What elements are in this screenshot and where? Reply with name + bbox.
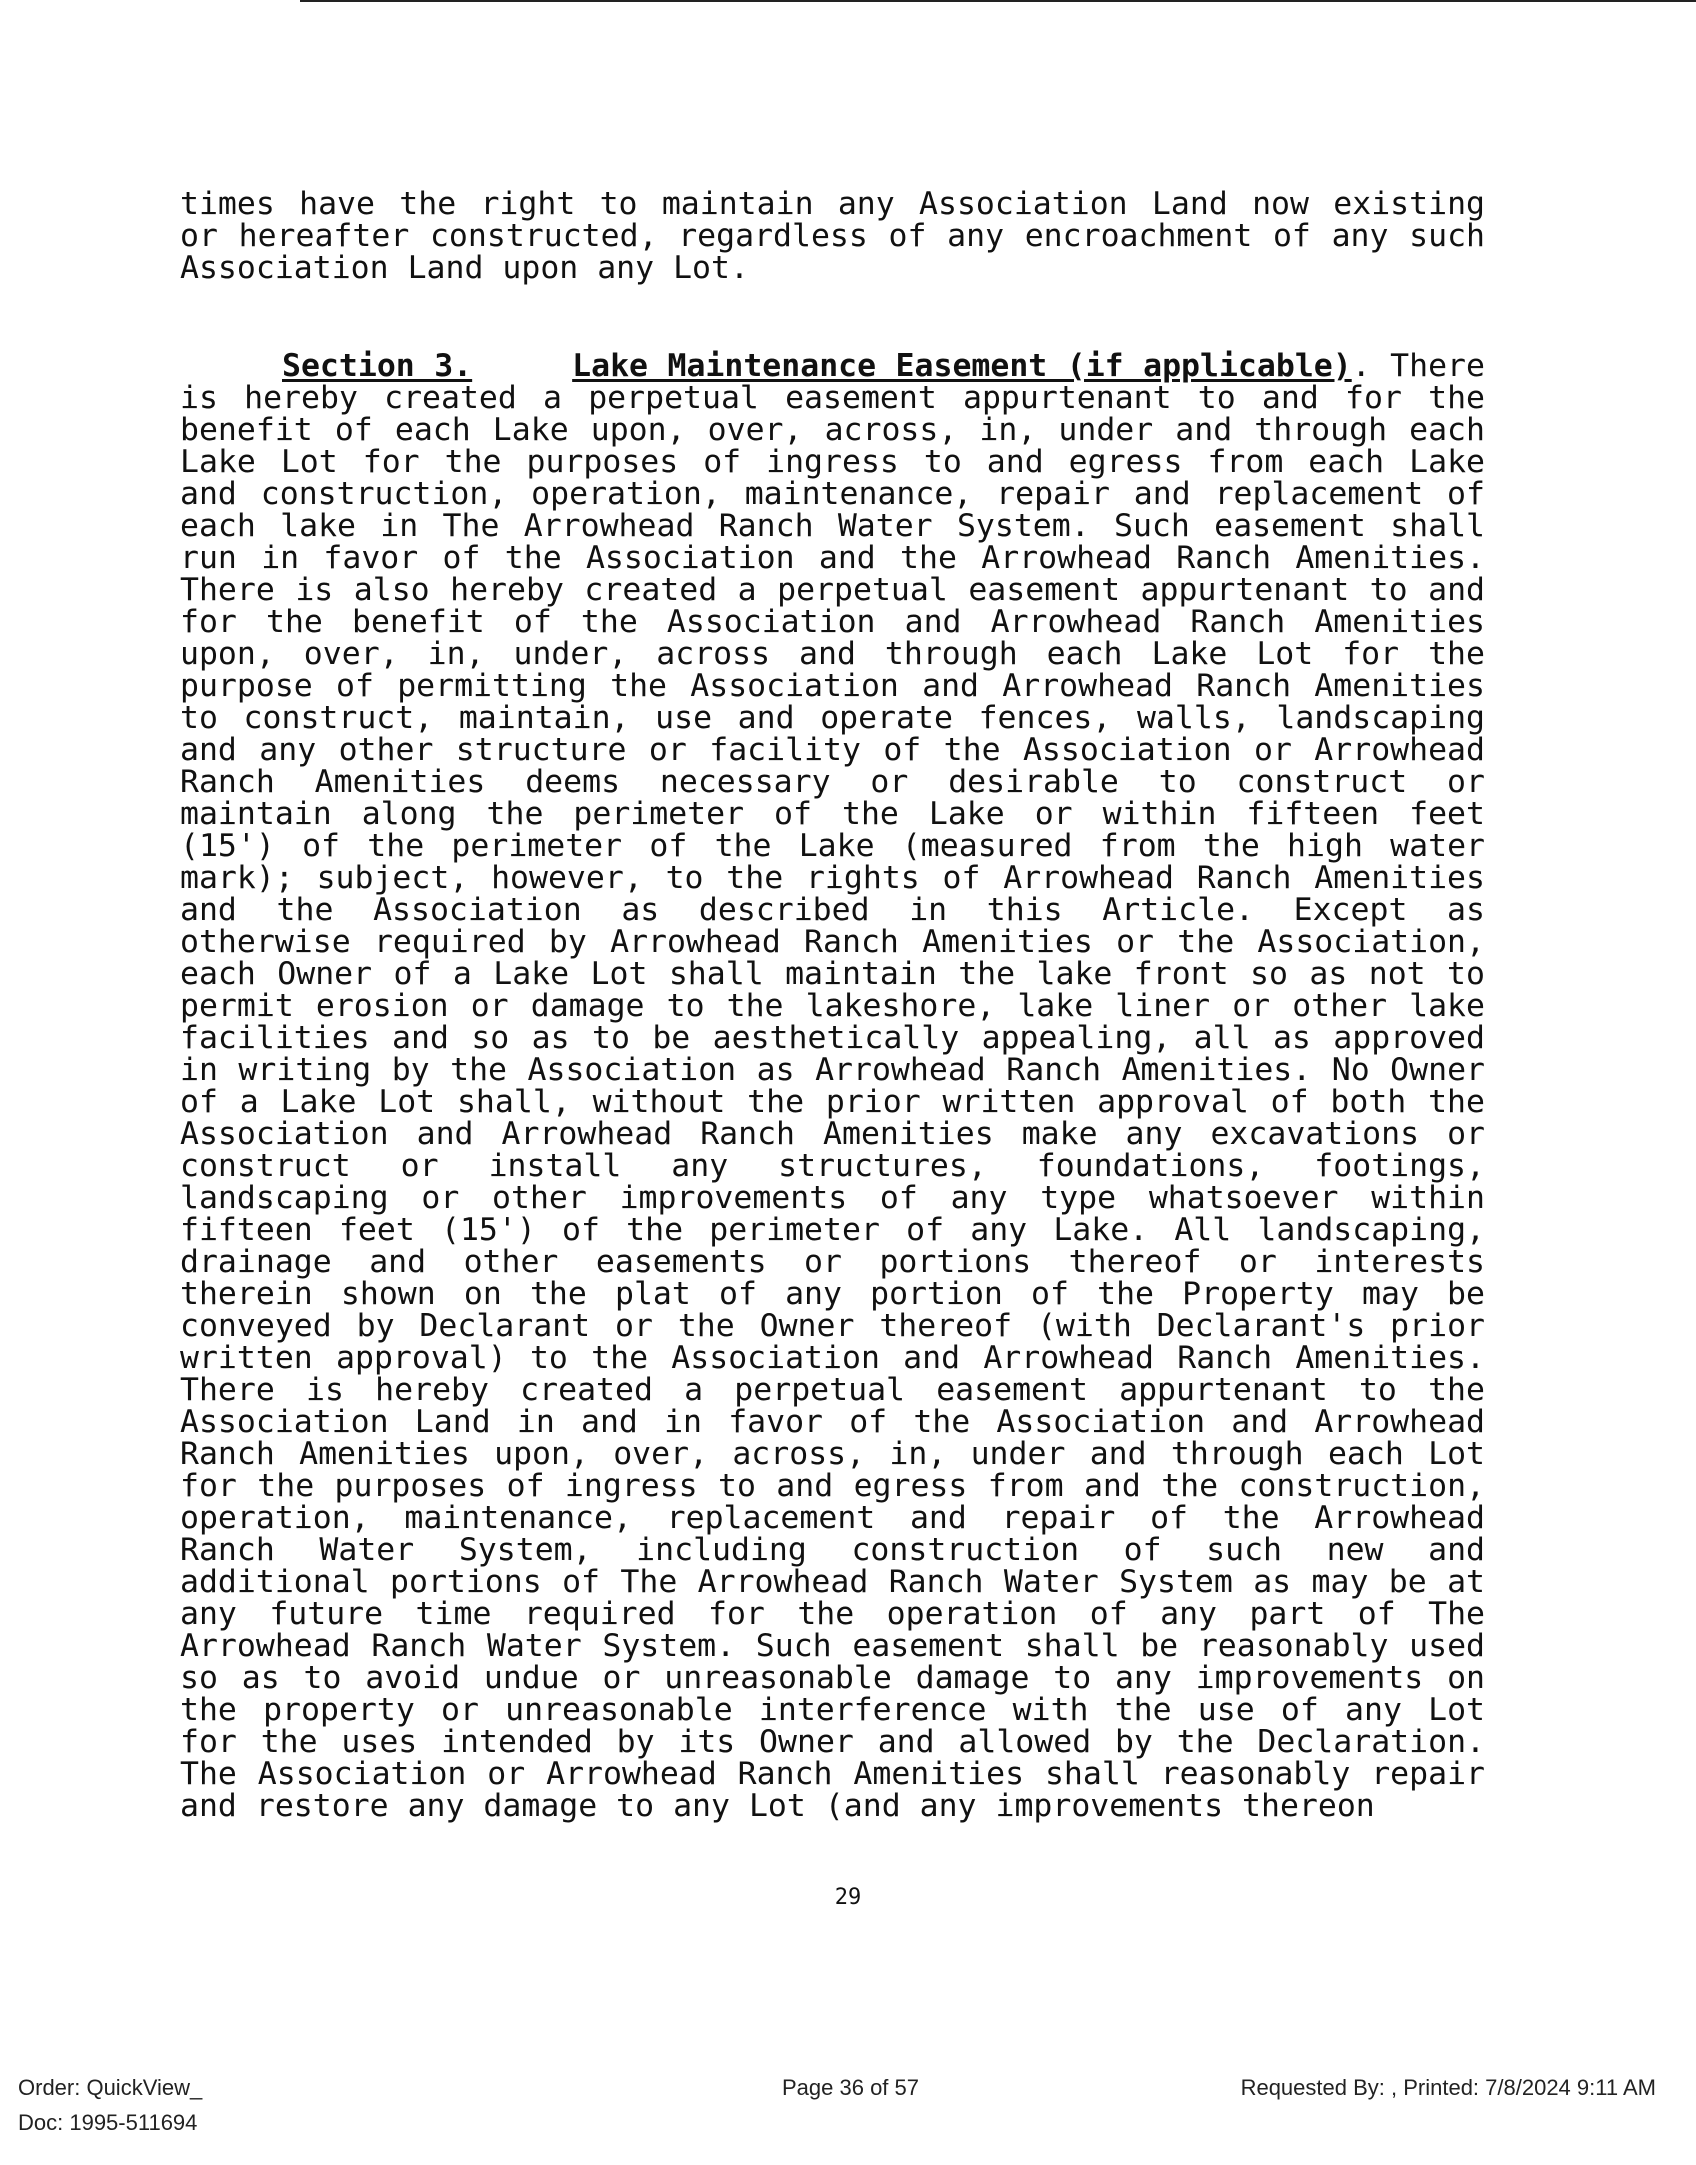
section-label: Section 3. (282, 348, 473, 384)
print-footer (0, 2075, 1696, 2165)
section-body: There is hereby created a perpetual easement appurtenant to and for the benefit of each Lake upon, over, across, in, under and through each Lake Lot for the purposes of ingress to and egress from each Lake and construction, operation, maintenance, repair and replacement of each lake in The Arrowhead Ranch Water System. Such easement shall run in favor of the Association and the Arrowhead Ranch Amenities. There is also hereby created a perpetual easement appurtenant to and for the benefit of the Association and Arrowhead Ranch Amenities upon, over, in, under, across and through each Lake Lot for the purpose of permitting the Association and Arrowhead Ranch Amenities to construct, maintain, use and operate fences, walls, landscaping and any other structure or facility of the Association or Arrowhead Ranch Amenities deems necessary or desirable to construct or maintain along the perimeter of the Lake or within fifteen feet (15') of the perimeter of the Lake (measured from the high water mark); subject, however, to the rights of Arrowhead Ranch Amenities and the Association as described in this Article. Except as otherwise required by Arrowhead Ranch Amenities or the Association, each Owner of a Lake Lot shall maintain the lake front so as not to permit erosion or damage to the lakeshore, lake liner or other lake facilities and so as to be aesthetically appealing, all as approved in writing by the Association as Arrowhead Ranch Amenities. No Owner of a Lake Lot shall, without the prior written approval of both the Association and Arrowhead Ranch Amenities make any excavations or construct or install any structures, foundations, footings, landscaping or other improvements of any type whatsoever within fifteen feet (15') of the perimeter of any Lake. All landscaping, drainage and other easements or portions thereof or interests therein shown on the plat of any portion of the Property may be conveyed by Declarant or the Owner thereof (with Declarant's prior written approval) to the Association and Arrowhead Ranch Amenities. There is hereby created a perpetual easement appurtenant to the Association Land in and in favor of the Association and Arrowhead Ranch Amenities upon, over, across, in, under and through each Lot for the purposes of ingress to and egress from and the construction, operation, maintenance, replacement and repair of the Arrowhead Ranch Water System, including construction of such new and additional portions of The Arrowhead Ranch Water System as may be at any future time required for the operation of any part of The Arrowhead Ranch Water System. Such easement shall be reasonably used so as to avoid undue or unreasonable damage to any improvements on the property or unreasonable interference with the use of any Lot for the uses intended by its Owner and allowed by the Declaration. The Association or Arrowhead Ranch Amenities shall reasonably repair and restore any damage to any Lot (and any improvements thereon (180, 348, 1485, 1824)
page-number: 29 (834, 1885, 862, 1910)
document-page (180, 188, 1485, 1822)
scan-top-border (300, 0, 1696, 2)
footer-order: Order: QuickView_ (18, 2075, 203, 2100)
footer-doc-number: Doc: 1995-511694 (18, 2110, 198, 2135)
intro-paragraph: times have the right to maintain any Association Land now existing or hereafter constructed, regardless of any encroachment of any such Association Land upon any Lot. (180, 186, 1485, 286)
section-title: Lake Maintenance Easement (if applicable) (572, 348, 1352, 384)
footer-requested-printed: Requested By: , Printed: 7/8/2024 9:11 AM (1240, 2075, 1656, 2100)
section-3-paragraph (180, 350, 1485, 1822)
section-title-period: . (1351, 348, 1371, 384)
footer-page-count: Page 36 of 57 (782, 2075, 920, 2100)
